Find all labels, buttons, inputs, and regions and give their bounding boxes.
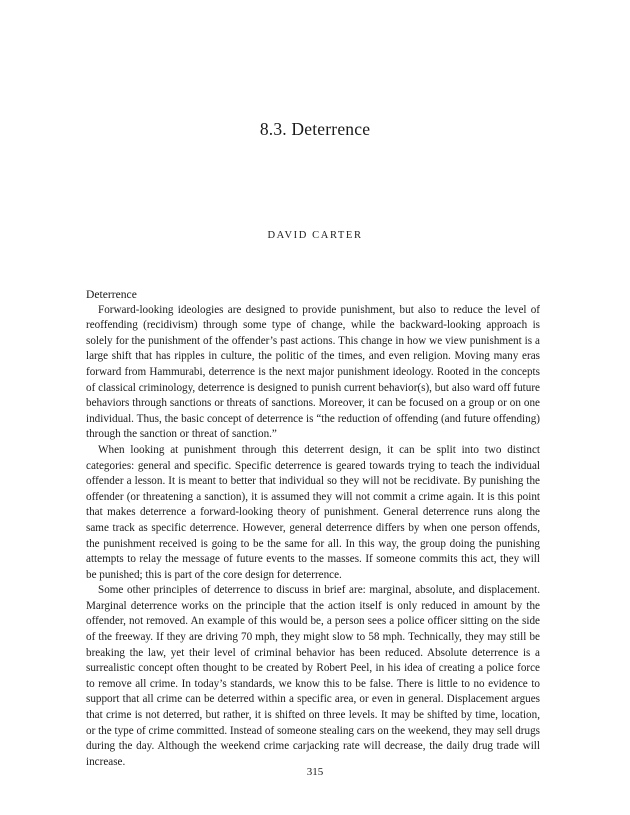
chapter-title: 8.3. Deterrence	[259, 119, 371, 139]
page-number: 315	[306, 766, 324, 778]
paragraph-2: When looking at punishment through this deterrent design, it can be split into two distinct categories: general and specific. Specific deterrence is geared towards trying to teach the individual offender a lesson. It is meant to better that individual so they will not be recidivate. By punishing the offender (or threatening a sanction), it is assumed they will not commit a crime again. It is this point that makes deterrence a forward-looking theory of punishment. General deterrence runs along the same track as specific deterrence. However, general deterrence differs by when one person offends, the punishment received is going to be the same for all. In this way, the group doing the punishing attempts to relay the message of future events to the masses. If someone commits this act, they will be punished; this is part of the core design for deterrence.	[86, 443, 540, 581]
paragraph-1: Forward-looking ideologies are designed to provide punishment, but also to reduce the level of reoffending (recidivism) through some type of change, while the backward-looking approach is solely for the punishment of the offender’s past actions. This change in how we view punishment is a large shift that has ripples in culture, the politic of the times, and even religion. Moving many eras forward from Hammurabi, deterrence is the next major punishment ideology. Rooted in the concepts of classical criminology, deterrence is designed to punish current behavior(s), but also ward off future behaviors through sanctions or threats of sanctions. Moreover, it can be focused on a group or on one individual. Thus, the basic concept of deterrence is “the reduction of offending (and future offending) through the sanction or threat of sanction.”	[86, 303, 540, 441]
section-heading: Deterrence	[86, 288, 137, 301]
body-text	[86, 287, 540, 770]
author-name: DAVID CARTER	[267, 230, 363, 241]
paragraph-3: Some other principles of deterrence to discuss in brief are: marginal, absolute, and displacement. Marginal deterrence works on the principle that the action itself is only reduced in amount by the offender, not removed. An example of this would be, a person sees a police officer sitting on the side of the freeway. If they are driving 70 mph, they might slow to 58 mph. Technically, they may still be breaking the law, yet their level of criminal behavior has been reduced. Absolute deterrence is a surrealistic concept often thought to be created by Robert Peel, in his idea of creating a police force to remove all crime. In today’s standards, we know this to be false. There is little to no evidence to support that all crime can be deterred within a specific area, or even in general. Displacement argues that crime is not deterred, but rather, it is shifted on three levels. It may be shifted by time, location, or the type of crime committed. Instead of someone stealing cars on the weekend, they may sell drugs during the day. Although the weekend crime carjacking rate will decrease, the daily drug trade will increase.	[86, 584, 540, 768]
